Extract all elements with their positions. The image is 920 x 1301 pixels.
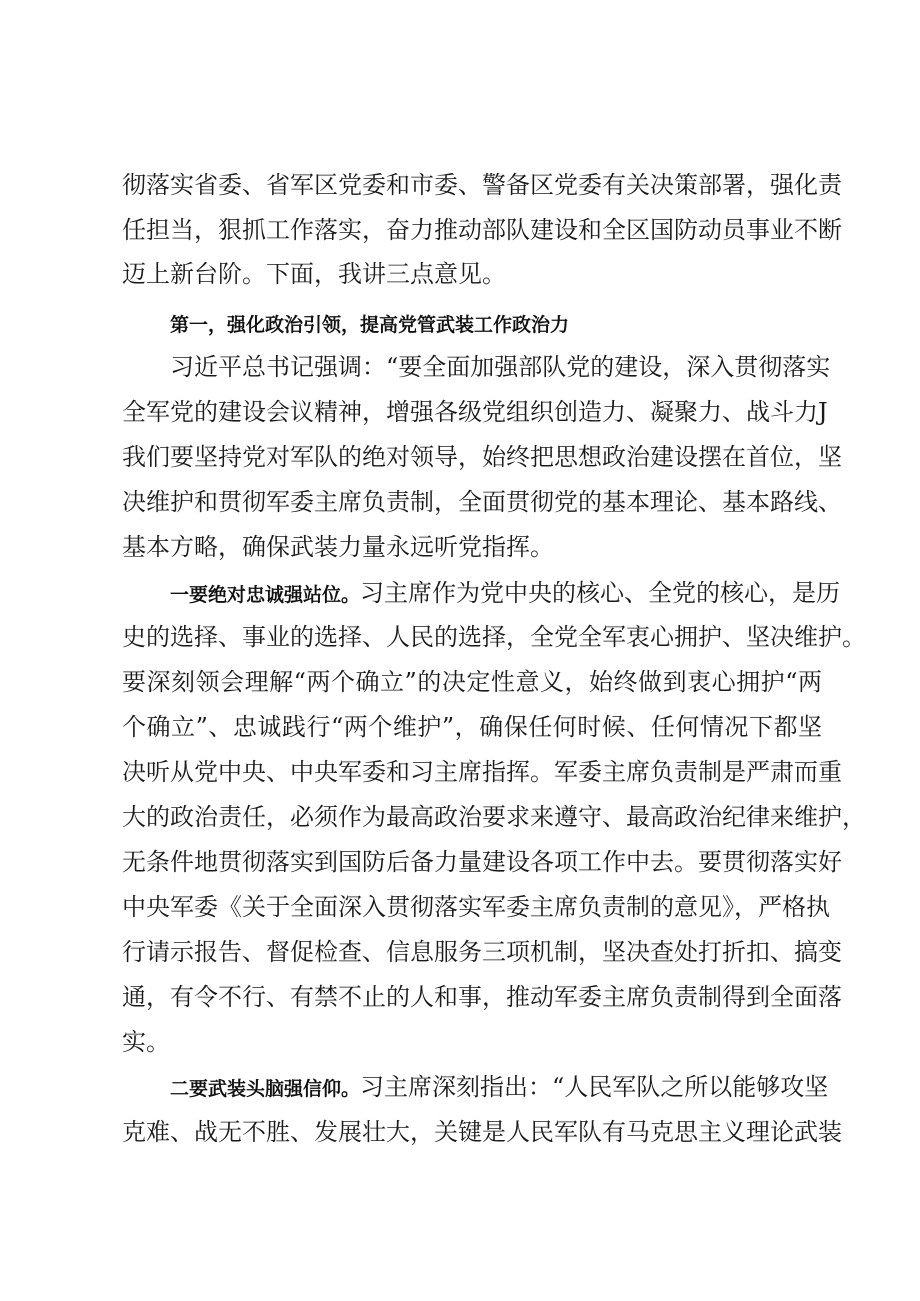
intro-line-3: 迈上新台阶。下面，我讲三点意见。 [122, 260, 506, 288]
section1-line-5: 基本方略，确保武装力量永远听党指挥。 [122, 533, 554, 561]
intro-line-2: 任担当，狠抓工作落实，奋力推动部队建设和全区国防动员事业不断 [122, 216, 842, 244]
point1-line-8: 中央军委《关于全面深入贯彻落实军委主席负责制的意见》，严格执 [122, 893, 830, 921]
point1-line-5: 决听从党中央、中央军委和习主席指挥。军委主席负责制是严肃而重 [122, 758, 842, 786]
point1-line-9: 行请示报告、督促检查、信息服务三项机制，坚决查处打折扣、搞变 [122, 938, 842, 966]
point1-line-11: 实。 [122, 1028, 170, 1056]
point1-line-4: 个确立”、忠诚践行“两个维护”，确保任何时候、任何情况下都坚 [122, 713, 822, 741]
section1-line-2: 全军党的建设会议精神，增强各级党组织创造力、凝聚力、战斗力J [122, 398, 828, 426]
point2-line-1 [170, 1072, 829, 1102]
point1-line-10: 通，有令不行、有禁不止的人和事，推动军委主席负责制得到全面落 [122, 983, 842, 1011]
point1-line-3: 要深刻领会理解“两个确立”的决定性意义，始终做到衷心拥护“两 [122, 668, 822, 696]
point1-line-7: 无条件地贯彻落实到国防后备力量建设各项工作中去。要贯彻落实好 [122, 848, 842, 876]
intro-line-1: 彻落实省委、省军区党委和市委、警备区党委有关决策部署，强化责 [122, 171, 842, 199]
point1-line-6: 大的政治责任，必须作为最高政治要求来遵守、最高政治纪律来维护， [122, 803, 866, 831]
section1-line-1: 习近平总书记强调：“要全面加强部队党的建设，深入贯彻落实 [170, 353, 831, 381]
point1-lead: 一要绝对忠诚强站位。 [170, 584, 361, 606]
point2-line-2: 克难、战无不胜、发展壮大，关键是人民军队有马克思主义理论武装 [122, 1118, 842, 1146]
point2-first-rest: 习主席深刻指出：“人民军队之所以能够攻坚 [360, 1073, 829, 1101]
section1-line-3: 我们要坚持党对军队的绝对领导，始终把思想政治建设摆在首位，坚 [122, 443, 842, 471]
point1-line-1 [170, 578, 841, 608]
point2-lead: 二要武装头脑强信仰。 [170, 1078, 361, 1100]
section1-line-4: 决维护和贯彻军委主席负责制，全面贯彻党的基本理论、基本路线、 [122, 488, 842, 516]
point1-first-rest: 习主席作为党中央的核心、全党的核心，是历 [360, 579, 841, 607]
section1-heading: 第一，强化政治引领，提高党管武装工作政治力 [170, 314, 570, 336]
point1-line-2: 史的选择、事业的选择、人民的选择，全党全军衷心拥护、坚决维护。 [122, 623, 866, 651]
